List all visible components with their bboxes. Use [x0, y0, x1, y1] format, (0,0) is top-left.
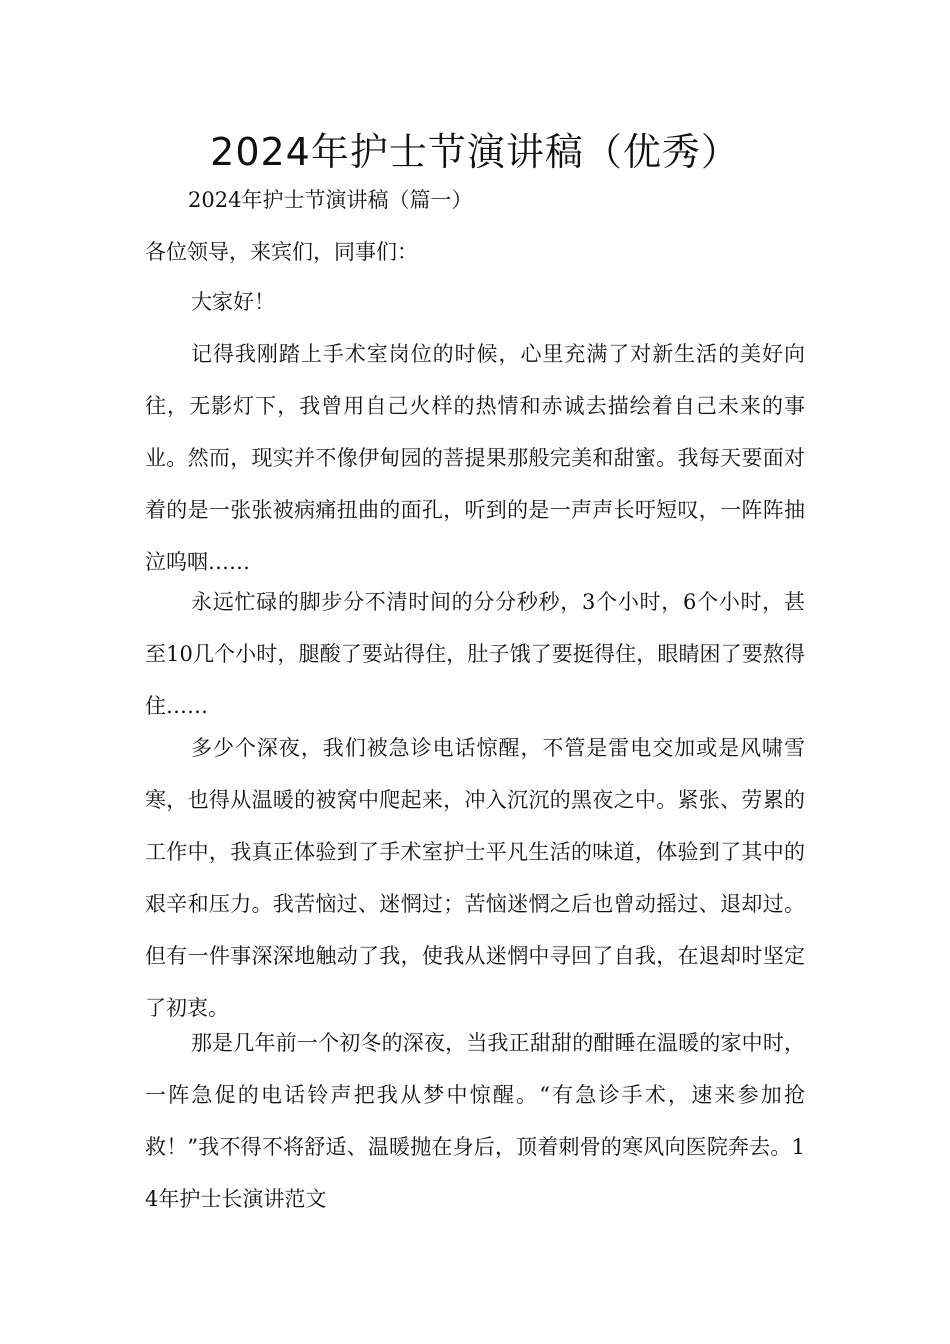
paragraph: 记得我刚踏上手术室岗位的时候，心里充满了对新生活的美好向往，无影灯下，我曾用自己火样的热情和赤诚去描绘着自己未来的事业。然而，现实并不像伊甸园的菩提果那般完美和甜蜜。我每天要面对着的是一张张被病痛扭曲的面孔，听到的是一声声长吁短叹，一阵阵抽泣呜咽…… — [145, 342, 805, 574]
section-subtitle: 2024年护士节演讲稿（篇一） — [188, 188, 473, 212]
document-title: 2024年护士节演讲稿（优秀） — [210, 130, 740, 174]
paragraph: 永远忙碌的脚步分不清时间的分分秒秒，3个小时，6个小时，甚至10几个小时，腿酸了要站得住，肚子饿了要挺得住，眼睛困了要熬得住…… — [145, 590, 805, 718]
paragraph: 大家好！ — [191, 290, 275, 314]
greeting-line: 各位领导，来宾们，同事们： — [145, 240, 418, 264]
paragraph: 多少个深夜，我们被急诊电话惊醒，不管是雷电交加或是风啸雪寒，也得从温暖的被窝中爬起来，冲入沉沉的黑夜之中。紧张、劳累的工作中，我真正体验到了手术室护士平凡生活的味道，体验到了其中的艰辛和压力。我苦恼过、迷惘过；苦恼迷惘之后也曾动摇过、退却过。但有一件事深深地触动了我，使我从迷惘中寻回了自我，在退却时坚定了初衷。 — [145, 736, 805, 1020]
paragraph: 那是几年前一个初冬的深夜，当我正甜甜的酣睡在温暖的家中时，一阵急促的电话铃声把我从梦中惊醒。“有急诊手术，速来参加抢救！”我不得不将舒适、温暖抛在身后，顶着刺骨的寒风向医院奔去。14年护士长演讲范文 — [145, 1031, 805, 1211]
